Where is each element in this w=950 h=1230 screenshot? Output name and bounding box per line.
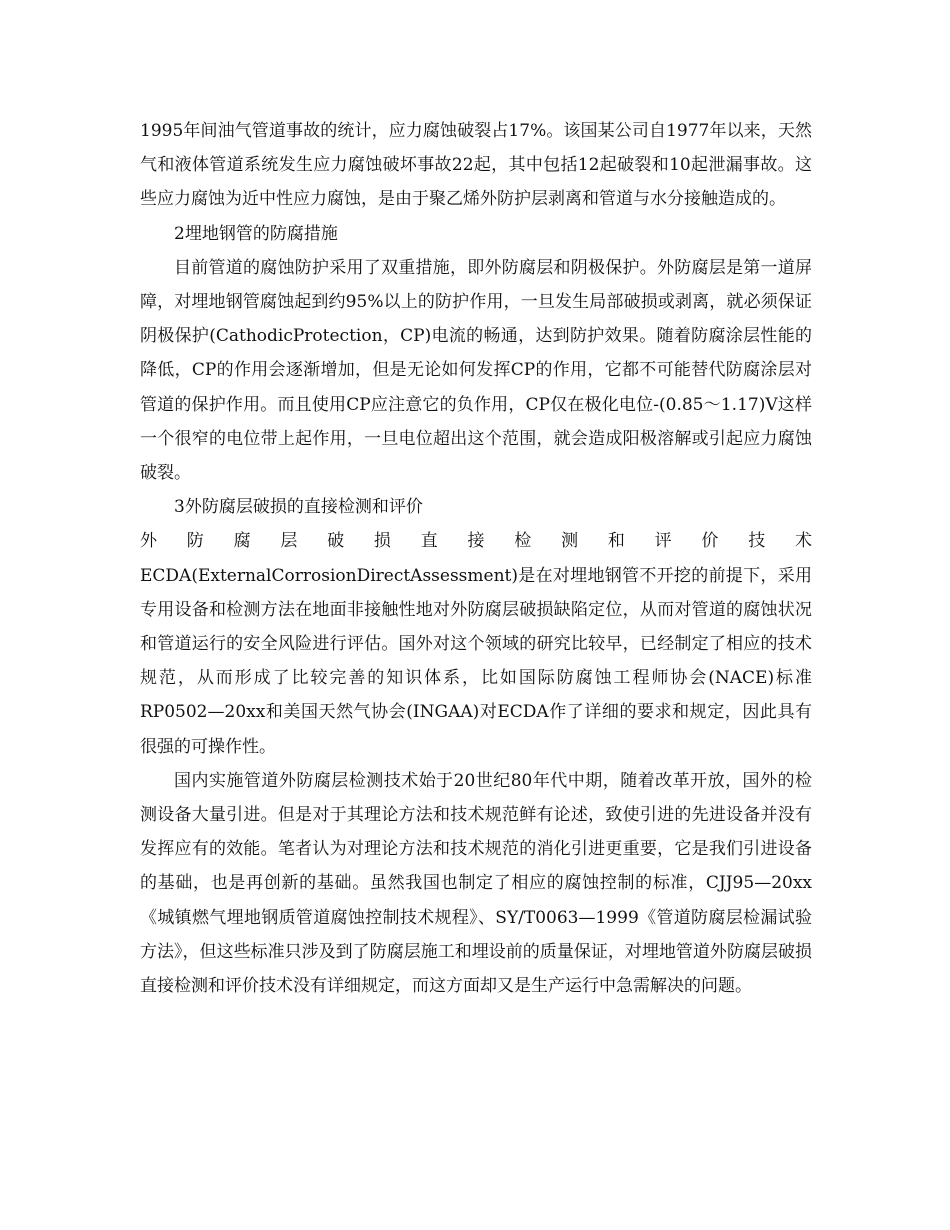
section-heading-direct-assessment: 3外防腐层破损的直接检测和评价 xyxy=(174,497,423,518)
paragraph-anticorrosion-measures: 目前管道的腐蚀防护采用了双重措施，即外防腐层和阴极保护。外防腐层是第一道屏障，对埋地钢管腐蚀起到约95%以上的防护作用，一旦发生局部破损或剥离，就必须保证阴极保护(CathodicProtection，CP)电流的畅通，达到防护效果。随着防腐涂层性能的降低，CP的作用会逐渐增加，但是无论如何发挥CP的作用，它都不可能替代防腐涂层对管道的保护作用。而且使用CP应注意它的负作用，CP仅在极化电位-(0.85～1.17)V这样一个很窄的电位带上起作用，一旦电位超出这个范围，就会造成阳极溶解或引起应力腐蚀破裂。 xyxy=(140,257,812,484)
paragraph-domestic-practice: 国内实施管道外防腐层检测技术始于20世纪80年代中期，随着改革开放，国外的检测设备大量引进。但是对于其理论方法和技术规范鲜有论述，致使引进的先进设备并没有发挥应有的效能。笔者认为对理论方法和技术规范的消化引进更重要，它是我们引进设备的基础，也是再创新的基础。虽然我国也制定了相应的腐蚀控制的标准，CJJ95—20xx《城镇燃气埋地钢质管道腐蚀控制技术规程》、SY/T0063—1999《管道防腐层检漏试验方法》，但这些标准只涉及到了防腐层施工和埋设前的质量保证，对埋地管道外防腐层破损直接检测和评价技术没有详细规定，而这方面却又是生产运行中急需解决的问题。 xyxy=(140,770,812,997)
paragraph-ecda-description: ECDA(ExternalCorrosionDirectAssessment)是在对埋地钢管不开挖的前提下，采用专用设备和检测方法在地面非接触性地对外防腐层破损缺陷定位，从而对管道的腐蚀状况和管道运行的安全风险进行评估。国外对这个领域的研究比较早，已经制定了相应的技术规范，从而形成了比较完善的知识体系，比如国际防腐蚀工程师协会(NACE)标准RP0502—20xx和美国天然气协会(INGAA)对ECDA作了详细的要求和规定，因此具有很强的可操作性。 xyxy=(140,565,812,757)
section-heading-anticorrosion-measures: 2埋地钢管的防腐措施 xyxy=(174,223,338,244)
document-body xyxy=(140,114,812,1003)
paragraph-ecda-first-line: 外防腐层破损直接检测和评价技术 xyxy=(140,531,812,552)
paragraph-accident-statistics: 1995年间油气管道事故的统计，应力腐蚀破裂占17%。该国某公司自1977年以来，天然气和液体管道系统发生应力腐蚀破坏事故22起，其中包括12起破裂和10起泄漏事故。这些应力腐蚀为近中性应力腐蚀，是由于聚乙烯外防护层剥离和管道与水分接触造成的。 xyxy=(140,121,812,210)
